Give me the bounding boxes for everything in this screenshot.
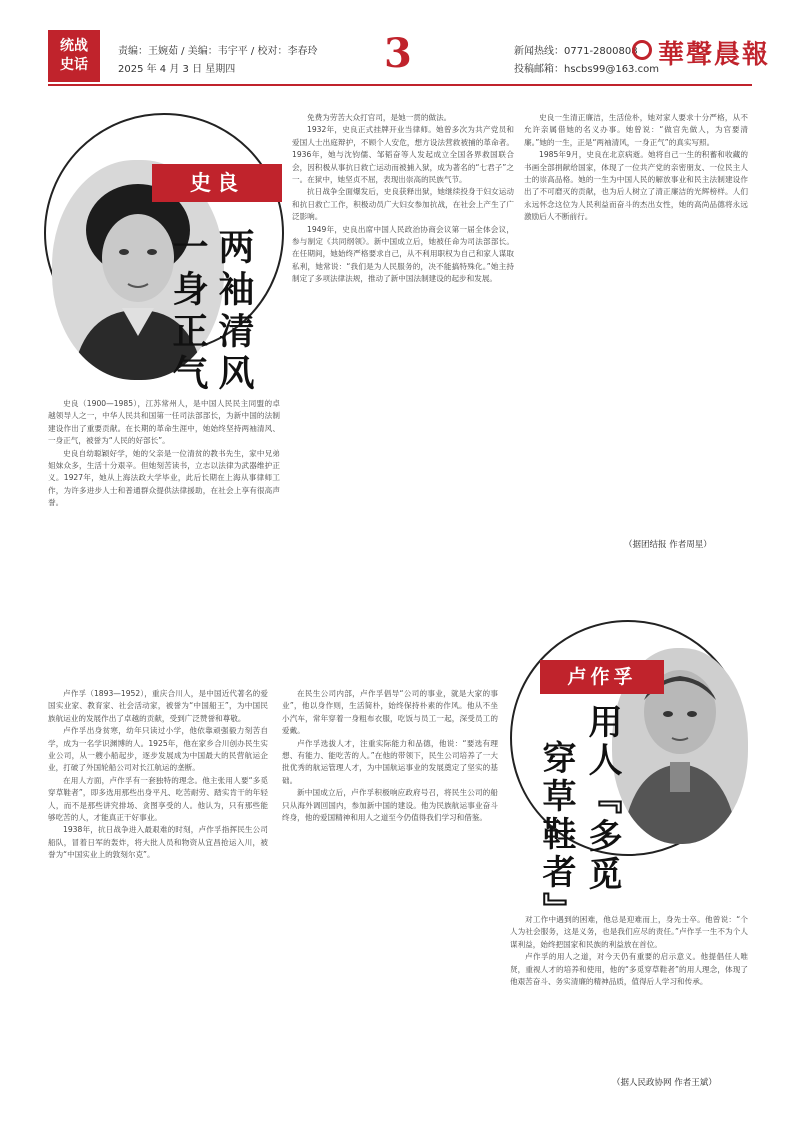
paragraph: 1938年，抗日战争进入最艰难的时刻，卢作孚指挥民生公司船队，冒着日军的轰炸，将大批人员和物资从宜昌抢运入川，被誉为“中国实业上的敦刻尔克”。: [48, 825, 268, 860]
header-divider: [48, 84, 752, 86]
article1-column-left: [48, 398, 280, 610]
logo-icon: [632, 40, 652, 60]
paragraph: 卢作孚（1893—1952），重庆合川人，是中国近代著名的爱国实业家、教育家、社会活动家，被誉为“中国船王”，为中国民族航运业的发展作出了卓越的贡献，受到广泛赞誉和尊敬。: [48, 689, 268, 723]
paragraph: 卢作孚选拔人才，注重实际能力和品德，他说：“要选有理想、有能力、能吃苦的人。”在他的带领下，民生公司培养了一大批优秀的航运管理人才，为中国航运事业的发展奠定了坚实的基础。: [282, 738, 498, 785]
paragraph: 免费为劳苦大众打官司，是她一贯的做法。: [307, 113, 452, 122]
submission-email: 投稿邮箱：hscbs99@163.com: [514, 64, 659, 75]
newspaper-logo: 華聲晨報: [658, 40, 771, 70]
paragraph: 新中国成立后，卢作孚积极响应政府号召，将民生公司的船只从海外调回国内，参加新中国的建设。他为民族航运事业奋斗终身，他的爱国精神和用人之道至今仍值得我们学习和借鉴。: [282, 788, 498, 823]
article2-column-middle: [282, 688, 498, 1108]
article2-column-right: [510, 914, 748, 1070]
paragraph: 卢作孚的用人之道，对今天仍有重要的启示意义。他提倡任人唯贤，重视人才的培养和使用，他的“多觅穿草鞋者”的用人理念，体现了他艰苦奋斗、务实清廉的精神品质，值得后人学习和传承。: [510, 952, 748, 987]
headline-col2: 穿草鞋者』: [536, 740, 576, 930]
name-banner-luzuofu: 卢作孚: [540, 660, 664, 694]
paragraph: 对工作中遇到的困难，他总是迎难而上，身先士卒。他曾说：“个人为社会服务，这是义务，也是我们应尽的责任。”卢作孚一生不为个人谋利益，始终把国家和民族的利益放在首位。: [510, 915, 748, 949]
article2-column-left: [48, 688, 268, 1108]
section-tag-line1: 统战: [60, 38, 88, 54]
paragraph: 1932年，史良正式挂牌开业当律师。她曾多次为共产党员和爱国人士出庭辩护，不顾个人安危，想方设法营救被捕的革命者。1936年，她与沈钧儒、邹韬奋等人发起成立全国各界救国联合会，因积极从事抗日救亡运动而被捕入狱，成为著名的“七君子”之一。在狱中，她坚贞不屈，表现出崇高的民族气节。: [292, 125, 514, 185]
paragraph: 史良（1900—1985），江苏常州人，是中国人民民主同盟的卓越领导人之一，中华人民共和国第一任司法部部长，为新中国的法制建设作出了重要贡献。在长期的革命生涯中，她始终坚持两袖清风、一身正气，被誉为“人民的好部长”。: [48, 399, 280, 446]
paragraph: 在民生公司内部，卢作孚倡导“公司的事业，就是大家的事业”，他以身作则，生活简朴，始终保持朴素的作风。他从不坐小汽车，常年穿着一身粗布衣服，吃饭与员工一起，深受员工的爱戴。: [282, 689, 498, 736]
article2-byline: （据人民政协网 作者王斌）: [612, 1078, 717, 1088]
name-banner-shiliang: 史良: [152, 164, 282, 202]
section-tag-line2: 史话: [60, 57, 88, 73]
paragraph: 抗日战争全面爆发后，史良获释出狱，她继续投身于妇女运动和抗日救亡工作，积极动员广大妇女参加抗战，在社会上产生了广泛影响。: [292, 187, 514, 222]
article1-byline: （据团结报 作者周星）: [624, 540, 712, 550]
headline-col1: 用人『多觅: [582, 704, 622, 894]
paragraph: 1949年，史良出席中国人民政治协商会议第一届全体会议，参与制定《共同纲领》。新中国成立后，她被任命为司法部部长。在任期间，她始终严格要求自己，从不利用职权为自己和家人谋取私利，她常说：“我们是为人民服务的，决不能搞特殊化。”她主持制定了多项法律法规，推动了新中国法制建设的起步和发展。: [292, 224, 514, 284]
paragraph: 史良一生清正廉洁，生活俭朴，她对家人要求十分严格，从不允许亲属借她的名义办事。她曾说：“做官先做人，为官要清廉。”她的一生，正是“两袖清风，一身正气”的真实写照。: [524, 113, 748, 147]
editors-credit: 责编：王婉茹 / 美编：韦宇平 / 校对：李春玲: [118, 46, 318, 57]
paragraph: 在用人方面，卢作孚有一套独特的理念。他主张用人要“多觅穿草鞋者”，即多选用那些出身平凡、吃苦耐劳、踏实肯干的年轻人，而不是那些讲究排场、贪图享受的人。他认为，只有那些能够吃苦的人，才能真正干好事业。: [48, 775, 268, 823]
paragraph: 卢作孚出身贫寒，幼年只读过小学，他依靠顽强毅力刻苦自学，成为一名学识渊博的人。1925年，他在家乡合川创办民生实业公司，从一艘小船起步，逐步发展成为中国最大的民营航运企业，打破了外国轮船公司对长江航运的垄断。: [48, 726, 268, 773]
headline-col1: 两袖清风: [213, 228, 254, 396]
headline-col2: 一身正气: [167, 228, 208, 396]
section-tag: [48, 30, 100, 82]
article1-column-right: [524, 112, 748, 532]
paragraph: 史良自幼聪颖好学，她的父亲是一位清贫的教书先生，家中兄弟姐妹众多，生活十分艰辛。但她刻苦读书，立志以法律为武器维护正义。1927年，她从上海法政大学毕业，此后长期在上海从事律师工作，为许多进步人士和普通群众提供法律援助，在社会上享有很高声誉。: [48, 448, 280, 508]
news-hotline: 新闻热线：0771-2800808: [514, 46, 638, 57]
paragraph: 1985年9月，史良在北京病逝。她将自己一生的积蓄和收藏的书画全部捐献给国家，体现了一位共产党的亲密朋友、一位民主人士的崇高品格。她的一生为中国人民的解放事业和民主法制建设作出了不可磨灭的贡献，也为后人树立了清正廉洁的光辉榜样。人们永远怀念这位为人民利益而奋斗的杰出女性，她的高尚品德将永远激励后人不断前行。: [524, 150, 748, 222]
article1-column-middle: [292, 112, 514, 614]
issue-date: 2025 年 4 月 3 日 星期四: [118, 64, 236, 75]
page-number: 3: [384, 30, 412, 77]
